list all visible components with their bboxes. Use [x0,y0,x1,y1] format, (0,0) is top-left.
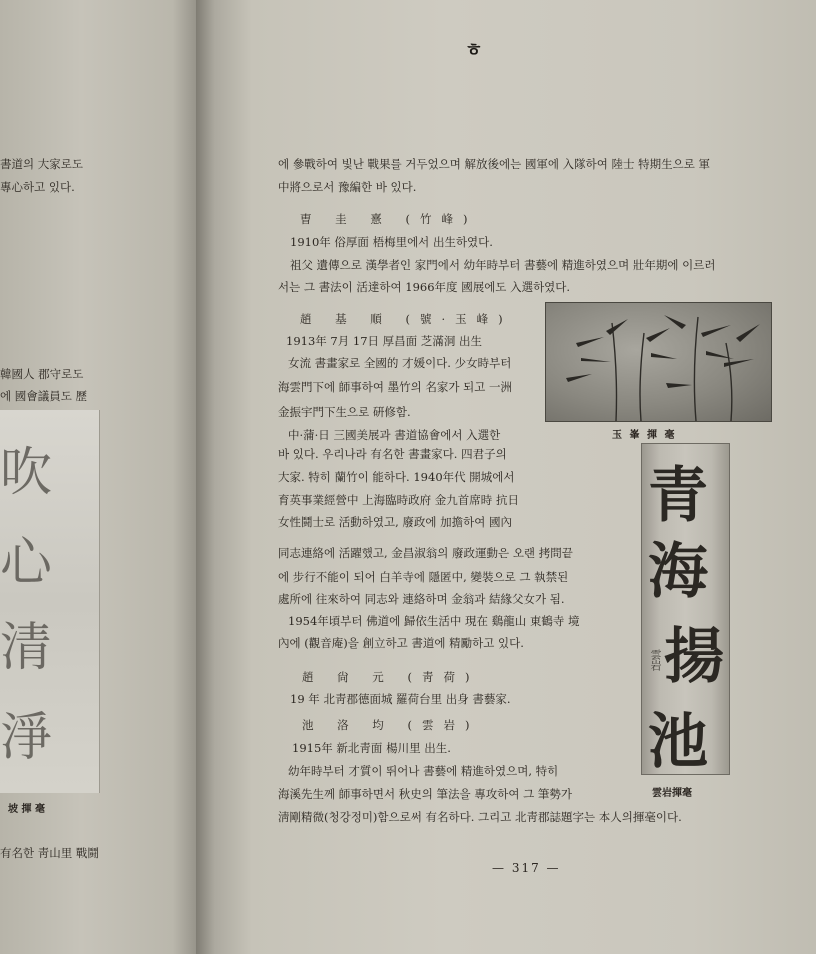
entry-line: 女流 書畫家로 全國的 才媛이다. 少女時부터 [288,356,512,370]
entry-line: 1915年 新北靑面 楊川里 出生. [292,741,451,755]
entry-line: 淸剛精微(청강정미)함으로써 有名하다. 그리고 北靑郡誌題字는 本人의揮毫이다. [278,810,682,824]
page-number: — 317 — [492,861,561,875]
left-text-line: 에 國會議員도 歷 [0,389,88,403]
entry-line: 祖父 遺傳으로 漢學者인 家門에서 幼年時부터 書藝에 精進하였으며 壯年期에 이르러 [290,258,716,272]
entry-heading: 曺 圭 憙 (竹峰) [300,212,478,226]
calligraphy-scroll-image [641,443,730,775]
intro-line: 에 參戰하여 빛난 戰果를 거두었으며 解放後에는 國軍에 入隊하여 陸士 特期生으로 軍 [278,157,711,171]
entry-heading: 趙 基 順 (號·玉峰) [300,312,513,326]
painting-caption: 玉 峯 揮 毫 [612,430,677,441]
entry-line: 幼年時부터 才質이 뛰어나 書藝에 精進하였으며, 特히 [288,764,559,778]
entry-line: 바 있다. 우리나라 有名한 書畫家다. 四君子의 [278,447,507,461]
seal-signature-decoration: 雲岩 [649,649,662,671]
brush-stroke-decoration: 青 [648,461,708,531]
entry-line: 金振宇門下生으로 硏修함. [278,405,411,419]
entry-line: 海雲門下에 師事하여 墨竹의 名家가 되고 一洲 [278,380,513,394]
left-text-line: 專心하고 있다. [0,180,75,194]
entry-line: 서는 그 書法이 活達하여 1966年度 國展에도 入選하였다. [278,280,571,294]
entry-line: 中·蒲·日 三國美展과 書道協會에서 入選한 [288,428,501,442]
left-text-line: 韓國人 郡守로도 [0,367,84,381]
left-page [0,0,203,954]
entry-line: 同志連絡에 活躍했고, 金昌淑翁의 廢政運動은 오랜 拷問끝 [278,546,573,560]
entry-line: 海溪先生께 師事하면서 秋史의 筆法을 專攻하여 그 筆勢가 [278,787,573,801]
entry-line: 大家. 特히 蘭竹이 能하다. 1940年代 開城에서 [278,470,515,484]
entry-heading: 池 洛 均 (雲岩) [302,718,480,732]
brush-stroke-decoration: 清 [0,618,53,678]
entry-line: 에 步行不能이 되어 白羊寺에 隱匿中, 變裝으로 그 執禁된 [278,570,569,584]
left-text-line: 書道의 大家로도 [0,157,83,171]
calligraphy-caption: 坡 揮 毫 [8,804,45,815]
entry-line: 1913年 7月 17日 厚昌面 芝滿洞 出生 [286,334,482,348]
brush-stroke-decoration: 心 [0,533,53,593]
brush-stroke-decoration: 揚 [664,622,724,692]
left-bottom-line: 有名한 靑山里 戰鬪 [0,846,99,860]
brush-stroke-decoration: 海 [648,537,708,607]
entry-heading: 趙 尙 元 (靑荷) [302,670,480,684]
brush-stroke-decoration: 池 [648,707,708,775]
entry-line: 內에 (觀音庵)을 創立하고 書道에 精勵하고 있다. [278,636,524,650]
entry-line: 1910年 俗厚面 梧梅里에서 出生하였다. [290,235,493,249]
brush-stroke-decoration: 吹 [0,443,53,503]
bamboo-painting-image [545,302,772,422]
entry-line: 19 年 北靑郡德面城 羅荷台里 出身 書藝家. [290,692,511,706]
entry-line: 育英事業經營中 上海臨時政府 金九首席時 抗日 [278,493,519,507]
brush-stroke-decoration: 淨 [0,708,53,768]
ink-mark: ㅎ [465,40,483,61]
entry-line: 處所에 往來하여 同志와 連絡하며 金翁과 結緣父女가 됨. [278,592,565,606]
entry-line: 女性鬪士로 活動하였고, 廢政에 加擔하여 國內 [278,515,513,529]
bamboo-drawing [546,303,771,421]
intro-line: 中將으로서 豫編한 바 있다. [278,180,417,194]
calligraphy-image [0,410,100,793]
entry-line: 1954年頃부터 佛道에 歸依生活中 現在 鷄龍山 東鶴寺 境 [288,614,580,628]
scroll-caption: 雲岩揮毫 [652,788,692,799]
